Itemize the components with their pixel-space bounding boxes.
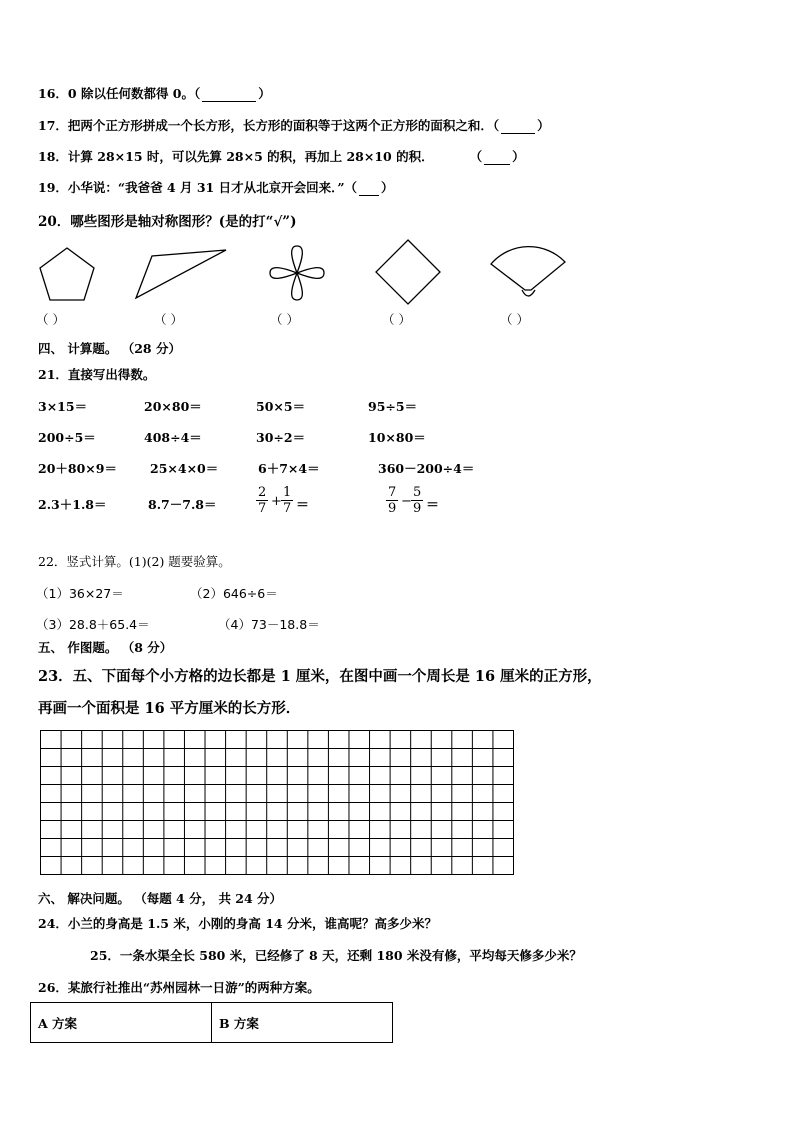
fraction-denominator: 9 bbox=[413, 501, 422, 516]
question-16-text: 16．0 除以任何数都得 0。（ bbox=[38, 86, 201, 101]
fan-outline bbox=[491, 247, 565, 296]
calc-cell: 20×80＝ bbox=[144, 399, 202, 414]
shape-answer-5[interactable]: （ ） bbox=[500, 312, 529, 327]
fraction-denominator: 9 bbox=[388, 501, 397, 516]
question-26-title: 26．某旅行社推出“苏州园林一日游”的两种方案。 bbox=[38, 980, 320, 995]
table-row bbox=[31, 1003, 393, 1043]
plan-b-cell: B 方案 bbox=[212, 1003, 393, 1043]
vertical-calc-3: （3）28.8＋65.4＝ bbox=[36, 617, 150, 632]
fraction-numerator: 1 bbox=[283, 485, 292, 500]
question-21-title: 21．直接写出得数。 bbox=[38, 367, 156, 382]
diamond-outline bbox=[376, 240, 440, 304]
fraction-5-9 bbox=[411, 485, 423, 516]
answer-blank-16[interactable] bbox=[202, 86, 256, 102]
answer-blank-19[interactable] bbox=[359, 180, 379, 196]
calc-cell: 8.7－7.8＝ bbox=[148, 497, 217, 512]
calc-cell: 6＋7×4＝ bbox=[258, 461, 320, 476]
fraction-denominator: 7 bbox=[258, 501, 267, 516]
fraction-numerator: 7 bbox=[388, 485, 397, 500]
flower-outline bbox=[270, 246, 324, 300]
equals-sign: ＝ bbox=[296, 498, 310, 513]
answer-blank-17[interactable] bbox=[501, 118, 535, 134]
question-18 bbox=[38, 147, 525, 165]
section-5-heading: 五、 作图题。 （8 分） bbox=[38, 640, 173, 655]
question-19-close: ） bbox=[381, 180, 394, 195]
question-23-line-1: 23．五、下面每个小方格的边长都是 1 厘米，在图中画一个周长是 16 厘米的正方形， bbox=[38, 668, 602, 685]
question-18-open: （ bbox=[469, 149, 483, 164]
fraction-7-9 bbox=[386, 485, 398, 516]
shape-answer-3[interactable]: （ ） bbox=[270, 312, 299, 327]
pentagon-shape bbox=[32, 240, 102, 310]
fraction-numerator: 2 bbox=[258, 485, 267, 500]
fraction-denominator: 7 bbox=[283, 501, 292, 516]
plus-sign: + bbox=[271, 494, 282, 509]
calc-cell: 3×15＝ bbox=[38, 399, 88, 414]
question-19-text: 19．小华说：“我爸爸 4 月 31 日才从北京开会回来．”（ bbox=[38, 180, 358, 195]
minus-sign: − bbox=[401, 494, 412, 509]
question-16 bbox=[38, 84, 271, 102]
question-17-close: ） bbox=[537, 118, 550, 133]
fan-shape bbox=[485, 240, 575, 310]
question-17 bbox=[38, 116, 550, 134]
answer-blank-18[interactable] bbox=[484, 149, 510, 165]
calc-cell: 408÷4＝ bbox=[144, 430, 202, 445]
calc-cell: 30÷2＝ bbox=[256, 430, 306, 445]
vertical-calc-2: （2）646÷6＝ bbox=[190, 586, 278, 601]
question-23-line-2: 再画一个面积是 16 平方厘米的长方形． bbox=[38, 700, 301, 717]
fraction-1-7 bbox=[281, 485, 293, 516]
shape-answer-4[interactable]: （ ） bbox=[382, 312, 411, 327]
calc-cell: 25×4×0＝ bbox=[150, 461, 219, 476]
pentagon-outline bbox=[40, 248, 94, 300]
question-24: 24．小兰的身高是 1.5 米，小刚的身高 14 分米，谁高呢？高多少米？ bbox=[38, 916, 437, 931]
vertical-calc-1: （1）36×27＝ bbox=[36, 586, 124, 601]
calc-cell: 20＋80×9＝ bbox=[38, 461, 117, 476]
drawing-grid[interactable] bbox=[40, 730, 514, 875]
question-18-text: 18．计算 28×15 时，可以先算 28×5 的积，再加上 28×10 的积． bbox=[38, 149, 434, 164]
calc-cell: 360－200÷4＝ bbox=[378, 461, 475, 476]
plan-a-cell: A 方案 bbox=[31, 1003, 212, 1043]
equals-sign: ＝ bbox=[426, 498, 440, 513]
question-25: 25．一条水渠全长 580 米，已经修了 8 天，还剩 180 米没有修，平均每天修多少米？ bbox=[90, 948, 582, 963]
section-6-heading: 六、 解决问题。 （每题 4 分， 共 24 分） bbox=[38, 891, 283, 906]
calc-cell: 10×80＝ bbox=[368, 430, 426, 445]
question-18-close: ） bbox=[512, 149, 525, 164]
question-22-title: 22．竖式计算。(1)(2) 题要验算。 bbox=[38, 554, 231, 569]
calc-cell: 2.3＋1.8＝ bbox=[38, 497, 107, 512]
fraction-numerator: 5 bbox=[413, 485, 422, 500]
question-17-text: 17．把两个正方形拼成一个长方形，长方形的面积等于这两个正方形的面积之和．（ bbox=[38, 118, 500, 133]
question-19 bbox=[38, 178, 394, 196]
fraction-2-7 bbox=[256, 485, 268, 516]
shape-answer-2[interactable]: （ ） bbox=[154, 312, 183, 327]
plan-table bbox=[30, 1002, 393, 1043]
calc-cell: 50×5＝ bbox=[256, 399, 306, 414]
section-4-heading: 四、 计算题。 （28 分） bbox=[38, 341, 181, 356]
shape-answer-1[interactable]: （ ） bbox=[36, 312, 65, 327]
calc-cell: 200÷5＝ bbox=[38, 430, 96, 445]
triangle-outline bbox=[136, 250, 226, 298]
flower-shape bbox=[262, 238, 332, 308]
question-20-title: 20．哪些图形是轴对称图形？(是的打“√”) bbox=[38, 214, 297, 230]
vertical-calc-4: （4）73－18.8＝ bbox=[218, 617, 320, 632]
calc-cell: 95÷5＝ bbox=[368, 399, 418, 414]
question-16-close: ） bbox=[258, 86, 271, 101]
triangle-shape bbox=[130, 240, 230, 310]
diamond-shape bbox=[370, 232, 450, 312]
